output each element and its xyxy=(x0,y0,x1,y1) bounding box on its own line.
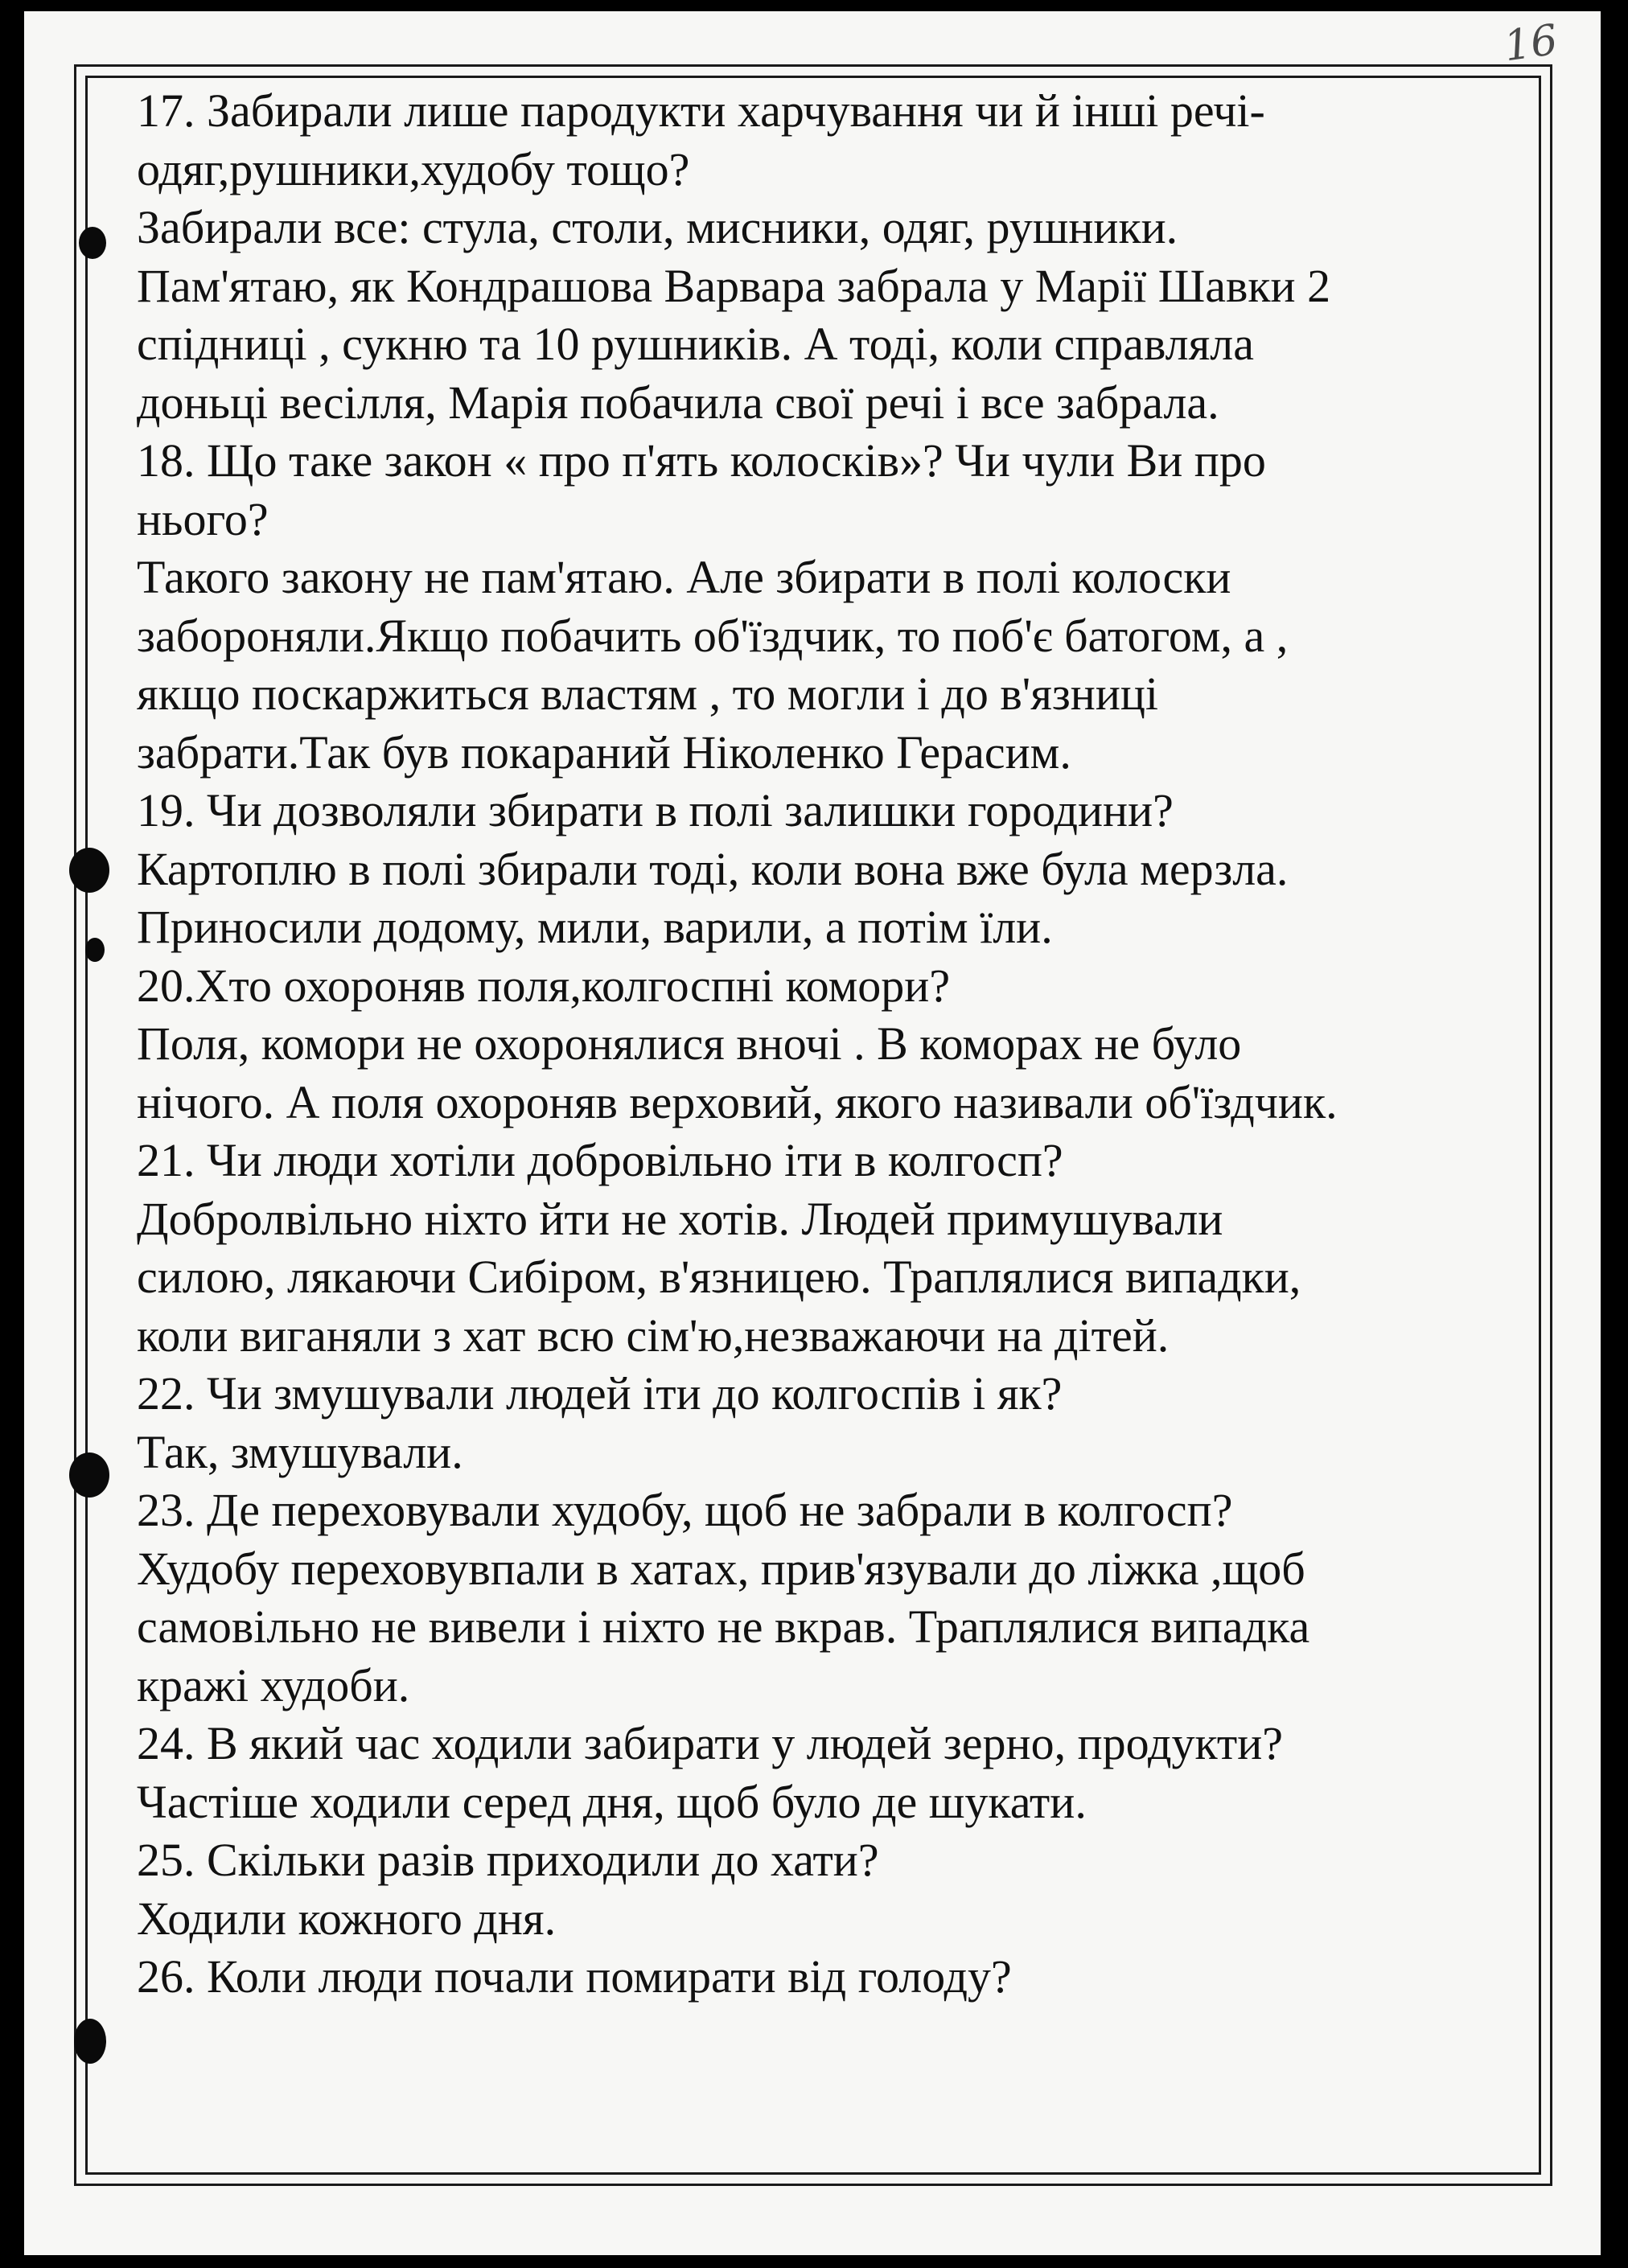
text-line: Худобу переховувпали в хатах, прив'язували до ліжка ,щоб xyxy=(137,1542,1305,1595)
text-line: Картоплю в полі збирали тоді, коли вона вже була мерзла. xyxy=(137,842,1289,895)
text-line: Такого закону не пам'ятаю. Але збирати в полі колоски xyxy=(137,551,1231,603)
text-line: якщо поскаржиться властям , то могли і до в'язниці xyxy=(137,668,1159,720)
text-line: самовільно не вивели і ніхто не вкрав. Траплялися випадка xyxy=(137,1600,1310,1653)
text-line: нічого. А поля охороняв верховий, якого називали об'їздчик. xyxy=(137,1075,1338,1128)
text-line: Поля, комори не охоронялися вночі . В коморах не було xyxy=(137,1017,1242,1070)
text-line: 20.Хто охороняв поля,колгоспні комори? xyxy=(137,959,951,1012)
punch-hole-icon xyxy=(79,227,106,259)
punch-hole-icon xyxy=(69,848,109,893)
punch-hole-icon xyxy=(74,2019,106,2064)
text-line: Так, змушували. xyxy=(137,1425,463,1478)
text-line: 21. Чи люди хотіли добровільно іти в колгосп? xyxy=(137,1134,1063,1186)
document-page xyxy=(24,11,1601,2255)
interview-text xyxy=(137,82,1544,2007)
text-line: Добролвільно ніхто йти не хотів. Людей примушували xyxy=(137,1192,1223,1245)
punch-hole-icon xyxy=(69,1452,109,1498)
text-line: нього? xyxy=(137,492,269,545)
text-line: 26. Коли люди почали помирати від голоду? xyxy=(137,1950,1012,2003)
text-line: Забирали все: стула, столи, мисники, одяг, рушники. xyxy=(137,201,1178,253)
text-line: доньці весілля, Марія побачила свої речі і все забрала. xyxy=(137,376,1219,429)
text-line: одяг,рушники,худобу тощо? xyxy=(137,142,690,195)
text-line: Частіше ходили серед дня, щоб було де шукати. xyxy=(137,1775,1087,1828)
text-line: 22. Чи змушували людей іти до колгоспів і як? xyxy=(137,1367,1063,1420)
text-line: кражі худоби. xyxy=(137,1658,410,1711)
text-line: 19. Чи дозволяли збирати в полі залишки городини? xyxy=(137,784,1174,836)
text-line: 18. Що таке закон « про п'ять колосків»? Чи чули Ви про xyxy=(137,434,1266,487)
text-line: коли виганяли з хат всю сім'ю,незважаючи на дітей. xyxy=(137,1309,1170,1362)
text-line: спідниці , сукню та 10 рушників. А тоді, коли справляла xyxy=(137,318,1254,370)
text-line: 25. Скільки разів приходили до хати? xyxy=(137,1834,879,1886)
text-line: забрати.Так був покараний Ніколенко Герасим. xyxy=(137,725,1071,779)
text-line: 17. Забирали лише пародукти харчування чи й інші речі- xyxy=(137,84,1265,137)
text-line: Приносили додому, мили, варили, а потім їли. xyxy=(137,901,1053,953)
page-number: 16 xyxy=(1501,15,1561,72)
text-line: 23. Де переховували худобу, щоб не забрали в колгосп? xyxy=(137,1484,1233,1536)
text-line: 24. В який час ходили забирати у людей зерно, продукти? xyxy=(137,1717,1283,1769)
text-line: Пам'ятаю, як Кондрашова Варвара забрала у Марії Шавки 2 xyxy=(137,259,1331,312)
punch-hole-icon xyxy=(85,938,105,962)
text-line: забороняли.Якщо побачить об'їздчик, то поб'є батогом, а , xyxy=(137,609,1289,662)
text-line: силою, лякаючи Сибіром, в'язницею. Траплялися випадки, xyxy=(137,1251,1301,1303)
text-line: Ходили кожного дня. xyxy=(137,1892,557,1945)
